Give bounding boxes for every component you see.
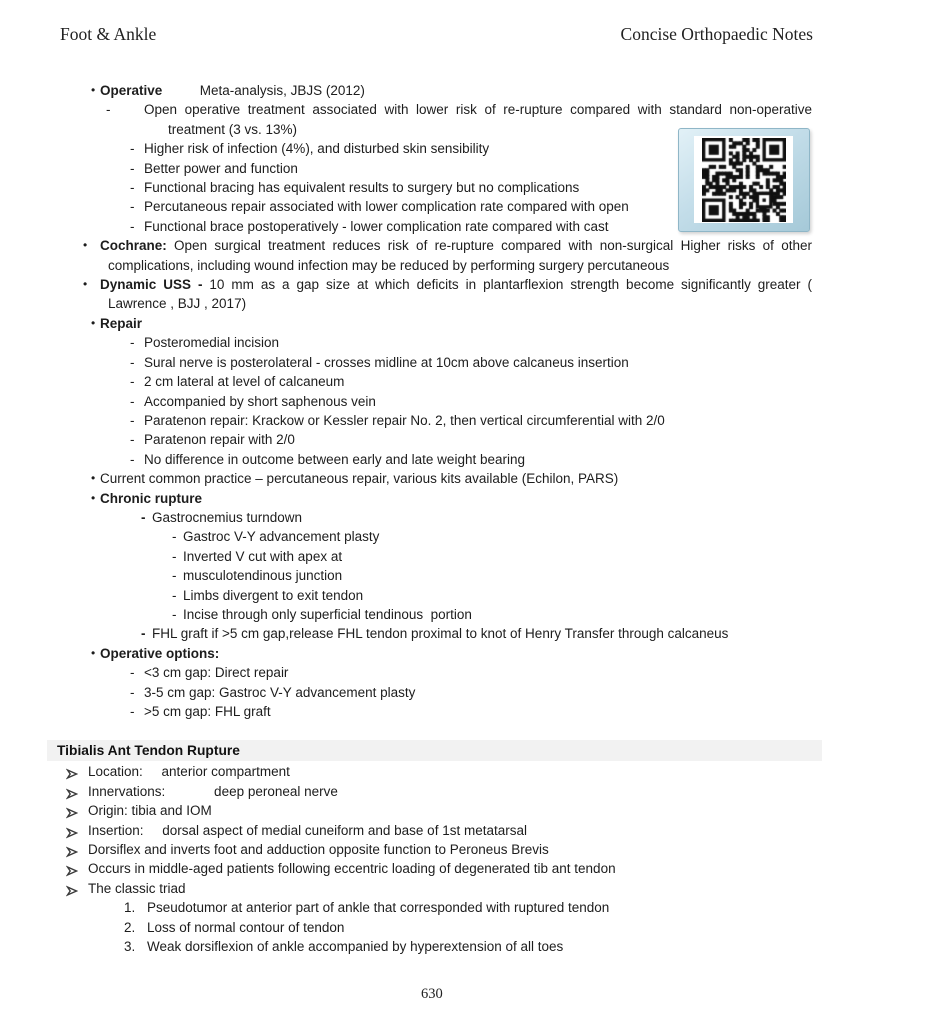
list-item-bold-text: Dynamic USS - <box>100 277 203 293</box>
page-number: 630 <box>421 986 443 1002</box>
list-item <box>0 527 941 546</box>
bullet-dot-icon: • <box>91 83 96 97</box>
list-item <box>0 624 941 643</box>
dash-bullet-icon: - <box>130 218 135 234</box>
dash-bullet-icon: - <box>141 509 146 525</box>
list-item-bold-text: Chronic rupture <box>100 490 203 506</box>
list-item <box>0 508 941 527</box>
list-item <box>0 411 941 430</box>
list-item-text: Dorsiflex and inverts foot and adduction opposite function to Peroneus Brevis <box>88 842 549 858</box>
list-item <box>0 547 941 566</box>
list-number: 2. <box>124 919 136 935</box>
section-heading-bar <box>47 740 822 761</box>
list-item <box>0 450 941 469</box>
bullet-dot-icon: • <box>91 645 96 660</box>
dash-bullet-icon: - <box>172 568 177 584</box>
dash-bullet-icon: - <box>130 704 135 719</box>
list-item <box>0 566 941 585</box>
list-item-text: Pseudotumor at anterior part of ankle that corresponded with ruptured tendon <box>147 900 610 916</box>
dash-bullet-icon: - <box>130 684 135 700</box>
list-item-text: Functional bracing has equivalent results to surgery but no complications <box>144 180 580 196</box>
dash-bullet-icon: - <box>130 354 135 370</box>
list-item-text: Functional brace postoperatively - lower complication rate compared with cast <box>144 218 609 234</box>
dash-bullet-icon: - <box>130 335 135 351</box>
list-item-text: Posteromedial incision <box>144 335 280 351</box>
list-item-text: Meta-analysis, JBJS (2012) <box>162 83 365 98</box>
list-item-bold-text: Repair <box>100 315 143 331</box>
list-item <box>0 314 941 333</box>
list-item-text: Occurs in middle-aged patients following eccentric loading of degenerated tib ant tendon <box>88 861 616 877</box>
list-item <box>0 663 941 682</box>
bullet-dot-icon: • <box>91 315 96 330</box>
dash-bullet-icon: - <box>130 412 135 428</box>
list-item: • Cochrane: Open surgical treatment reduces risk of re-rupture compared with non-surgical Higher risks of other complications, including wound infection may be reduced by performing surgery percutaneous <box>83 238 812 273</box>
list-item-text: Better power and function <box>144 160 298 176</box>
list-item-text: Gastroc V-Y advancement plasty <box>183 529 380 545</box>
list-item-text: Paratenon repair: Krackow or Kessler repair No. 2, then vertical circumferential with 2/0 <box>144 412 665 428</box>
dash-bullet-icon: - <box>172 548 177 564</box>
list-item <box>0 918 941 937</box>
header-left-title: Foot & Ankle <box>60 24 157 44</box>
dash-bullet-icon: - <box>130 199 135 215</box>
list-item-text: musculotendinous junction <box>183 568 343 584</box>
list-item-text: Limbs divergent to exit tendon <box>183 587 364 603</box>
list-item-text: Origin: tibia and IOM <box>88 803 212 819</box>
list-number: 1. <box>124 900 136 916</box>
list-item-text: Accompanied by short saphenous vein <box>144 393 376 409</box>
dash-bullet-icon: - <box>130 432 135 448</box>
list-item-text: 10 mm as a gap size at which deficits in plantarflexion strength become significantly greater ( Lawrence , BJJ , 2017) <box>108 277 813 312</box>
section-heading-title: Tibialis Ant Tendon Rupture <box>57 743 240 759</box>
list-item <box>0 702 941 721</box>
list-item-text: Percutaneous repair associated with lower complication rate compared with open <box>144 199 629 215</box>
list-item-text: 2 cm lateral at level of calcaneum <box>144 374 345 390</box>
bullet-dot-icon: • <box>91 471 96 486</box>
list-item-text: Paratenon repair with 2/0 <box>144 432 295 448</box>
list-item <box>0 333 941 352</box>
list-item: - Open operative treatment associated with lower risk of re-rupture compared with standard non-operative treatment (3 vs. 13%) <box>106 102 812 137</box>
list-item-text: Inverted V cut with apex at <box>183 548 343 564</box>
dash-bullet-icon: - <box>172 606 177 622</box>
list-item <box>0 821 941 840</box>
list-item-text: No difference in outcome between early and late weight bearing <box>144 451 525 467</box>
list-item-text: The classic triad <box>88 880 186 896</box>
list-item <box>0 937 941 956</box>
page-header <box>60 24 813 45</box>
list-item-bold-text: Operative <box>100 83 163 98</box>
list-item <box>0 489 941 508</box>
list-item <box>0 586 941 605</box>
dash-bullet-icon: - <box>172 529 177 545</box>
list-item <box>0 683 941 702</box>
list-item-text: Loss of normal contour of tendon <box>147 919 345 935</box>
list-item-text: FHL graft if >5 cm gap,release FHL tendon proximal to knot of Henry Transfer through calcaneus <box>152 626 729 642</box>
list-item <box>0 644 941 663</box>
list-item <box>0 859 941 878</box>
list-item <box>0 782 941 801</box>
list-item <box>0 898 941 917</box>
list-item-text: Innervations: deep peroneal nerve <box>88 783 338 799</box>
list-item-text: <3 cm gap: Direct repair <box>144 665 289 681</box>
list-item-text: Incise through only superficial tendinous portion <box>183 606 472 622</box>
list-item <box>0 392 941 411</box>
list-item-text: Open operative treatment associated with lower risk of re-rupture compared with standard non-operative treatment (3 vs. 13%) <box>144 102 812 137</box>
dash-bullet-icon: - <box>172 587 177 603</box>
list-item <box>0 430 941 449</box>
list-item-text: Insertion: dorsal aspect of medial cuneiform and base of 1st metatarsal <box>88 822 527 838</box>
list-item <box>0 879 941 898</box>
list-item-text: 3-5 cm gap: Gastroc V-Y advancement plasty <box>144 684 416 700</box>
dash-bullet-icon: - <box>130 180 135 196</box>
qr-pattern <box>702 138 786 222</box>
dash-bullet-icon: - <box>130 160 135 176</box>
dash-bullet-icon: - <box>130 451 135 467</box>
dash-bullet-icon: - <box>130 141 135 157</box>
list-item-bold-text: Cochrane: <box>100 238 167 254</box>
dash-bullet-icon: - <box>141 626 146 642</box>
header-right-title: Concise Orthopaedic Notes <box>620 24 813 44</box>
list-item-text: Location: anterior compartment <box>88 764 290 780</box>
list-item <box>0 762 941 781</box>
list-item-text: Weak dorsiflexion of ankle accompanied by hyperextension of all toes <box>147 939 564 955</box>
list-item-text: Gastrocnemius turndown <box>152 509 303 525</box>
list-item <box>0 353 941 372</box>
page-footer <box>0 986 941 1003</box>
list-item-text: Open surgical treatment reduces risk of re-rupture compared with non-surgical Higher risks of other complications, including wound infection may be reduced by performing surgery percutaneous <box>108 238 812 273</box>
dash-bullet-icon: - <box>130 393 135 409</box>
list-item <box>0 840 941 859</box>
list-item <box>0 605 941 624</box>
list-number: 3. <box>124 939 136 955</box>
qr-code <box>678 128 810 232</box>
dash-bullet-icon: - <box>130 665 135 681</box>
list-item <box>0 469 941 488</box>
list-item-text: Sural nerve is posterolateral - crosses midline at 10cm above calcaneus insertion <box>144 354 629 370</box>
list-item <box>0 81 941 100</box>
list-item <box>0 801 941 820</box>
list-item: • Dynamic USS - 10 mm as a gap size at which deficits in plantarflexion strength become significantly greater ( Lawrence , BJJ , 2017) <box>83 277 813 312</box>
bullet-dot-icon: • <box>91 490 96 505</box>
qr-code-inner <box>694 136 793 223</box>
list-item-bold-text: Operative options: <box>100 645 220 661</box>
list-item-text: Higher risk of infection (4%), and disturbed skin sensibility <box>144 141 490 157</box>
dash-bullet-icon: - <box>130 374 135 390</box>
bullet-list-section-tibialis <box>0 762 941 956</box>
list-item <box>0 372 941 391</box>
list-item-text: >5 cm gap: FHL graft <box>144 704 271 719</box>
list-item-text: Current common practice – percutaneous repair, various kits available (Echilon, PARS) <box>100 471 619 487</box>
